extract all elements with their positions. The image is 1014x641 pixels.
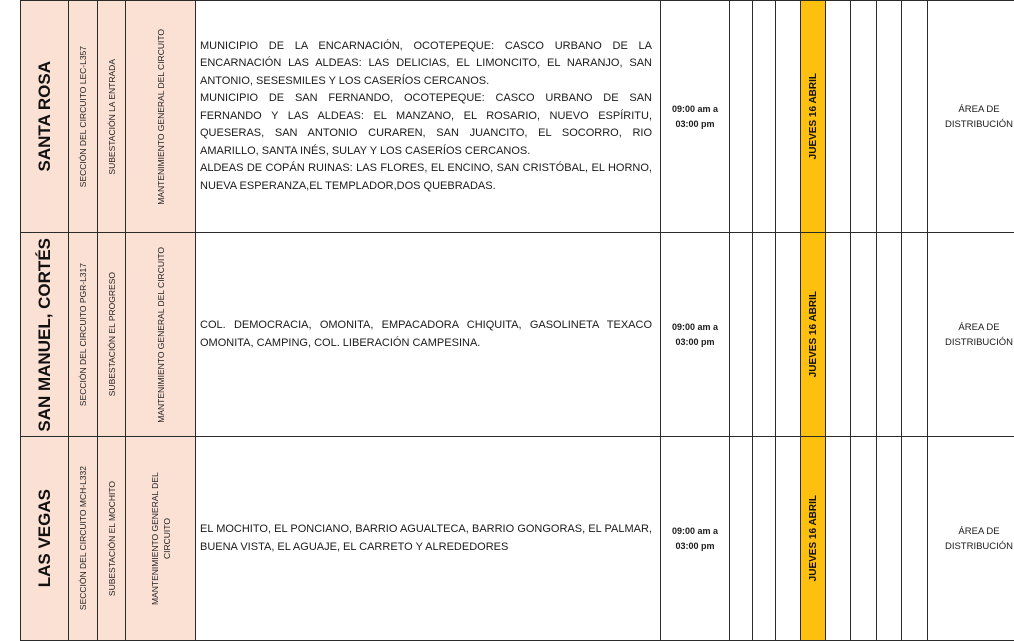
day-cell-empty xyxy=(730,233,753,437)
circuit-section: SECCIÓN DEL CIRCUITO MCH-L332 xyxy=(78,466,88,610)
responsible-area xyxy=(928,102,1014,132)
time-start: 09:00 am a xyxy=(672,526,718,536)
day-cell-empty xyxy=(851,233,877,437)
work-type: MANTENIMIENTO GENERAL DEL CIRCUITO xyxy=(149,454,173,624)
responsible-area xyxy=(928,524,1014,554)
day-cell-empty xyxy=(902,1,928,233)
day-cell-active xyxy=(801,437,826,641)
city-name: LAS VEGAS xyxy=(35,489,55,587)
day-cell-empty xyxy=(826,233,851,437)
time-end: 03:00 pm xyxy=(675,541,714,551)
time-range xyxy=(661,102,729,132)
time-end: 03:00 pm xyxy=(675,119,714,129)
day-cell-empty xyxy=(851,437,877,641)
area-line-2: DISTRIBUCIÓN xyxy=(945,119,1013,130)
day-cell-empty xyxy=(776,1,801,233)
affected-areas-paragraph: EL MOCHITO, EL PONCIANO, BARRIO AGUALTECA, BARRIO GONGORAS, EL PALMAR, BUENA VISTA, EL AGUAJE, EL CARRETO Y ALREDEDORES xyxy=(200,521,652,556)
affected-areas-paragraph: COL. DEMOCRACIA, OMONITA, EMPACADORA CHIQUITA, GASOLINETA TEXACO OMONITA, CAMPING, COL. LIBERACIÓN CAMPESINA. xyxy=(200,317,652,352)
substation-name: SUBESTACIÓN EL MOCHITO xyxy=(107,481,117,596)
outage-day: JUEVES 16 ABRIL xyxy=(808,291,819,377)
time-start: 09:00 am a xyxy=(672,322,718,332)
city-cell xyxy=(21,233,69,437)
outage-day: JUEVES 16 ABRIL xyxy=(808,73,819,159)
circuit-cell xyxy=(69,233,98,437)
affected-areas xyxy=(196,317,660,352)
day-cell-empty xyxy=(851,1,877,233)
time-cell xyxy=(661,1,730,233)
city-name: SAN MANUEL, CORTÉS xyxy=(35,238,55,432)
work-cell xyxy=(126,233,196,437)
day-cell-empty xyxy=(753,437,776,641)
day-cell-empty xyxy=(826,437,851,641)
outage-day: JUEVES 16 ABRIL xyxy=(808,495,819,581)
circuit-cell xyxy=(69,1,98,233)
day-cell-empty xyxy=(753,1,776,233)
table-row xyxy=(21,233,1014,437)
day-cell-empty xyxy=(902,437,928,641)
day-cell-empty xyxy=(730,437,753,641)
area-line-1: ÁREA DE xyxy=(958,322,999,333)
circuit-cell xyxy=(69,437,98,641)
day-cell-empty xyxy=(730,1,753,233)
affected-areas-paragraph: MUNICIPIO DE LA ENCARNACIÓN, OCOTEPEQUE: CASCO URBANO DE LA ENCARNACIÓN LAS ALDEAS: LAS DELICIAS, EL LIMONCITO, EL NARANJO, SAN ANTONIO, SESESMILES Y LOS CASERÍOS CERCANOS. xyxy=(200,38,652,91)
day-cell-active xyxy=(801,233,826,437)
area-cell xyxy=(928,1,1014,233)
time-end: 03:00 pm xyxy=(675,337,714,347)
city-cell xyxy=(21,437,69,641)
substation-cell xyxy=(98,437,126,641)
day-cell-empty xyxy=(776,437,801,641)
affected-areas-paragraph: MUNICIPIO DE SAN FERNANDO, OCOTEPEQUE: CASCO URBANO DE SAN FERNANDO Y LAS ALDEAS: EL MANZANO, EL ROSARIO, NUEVO ESPÍRITU, QUESERAS, SAN ANTONIO CURAREN, SAN JUANCITO, EL SOCORRO, RIO AMARILLO, SANTA INÉS, SULAY Y LOS CASERÍOS CERCANOS. xyxy=(200,90,652,160)
substation-name: SUBESTACIÓN LA ENTRADA xyxy=(107,59,117,175)
circuit-section: SECCIÓN DEL CIRCUITO PGR-L317 xyxy=(78,263,88,406)
description-cell xyxy=(196,437,661,641)
time-cell xyxy=(661,233,730,437)
city-name: SANTA ROSA xyxy=(35,61,55,172)
area-line-2: DISTRIBUCIÓN xyxy=(945,541,1013,552)
day-cell-empty xyxy=(877,437,902,641)
work-type: MANTENIMIENTO GENERAL DEL CIRCUITO xyxy=(156,247,166,423)
affected-areas-paragraph: ALDEAS DE COPÁN RUINAS: LAS FLORES, EL ENCINO, SAN CRISTÓBAL, EL HORNO, NUEVA ESPERANZA,EL TEMPLADOR,DOS QUEBRADAS. xyxy=(200,160,652,195)
substation-cell xyxy=(98,1,126,233)
affected-areas xyxy=(196,521,660,556)
substation-cell xyxy=(98,233,126,437)
work-cell xyxy=(126,1,196,233)
day-cell-empty xyxy=(877,1,902,233)
substation-name: SUBESTACIÓN EL PROGRESO xyxy=(107,272,117,396)
city-cell xyxy=(21,1,69,233)
work-type: MANTENIMIENTO GENERAL DEL CIRCUITO xyxy=(156,29,166,205)
area-cell xyxy=(928,233,1014,437)
table-row xyxy=(21,437,1014,641)
day-cell-active xyxy=(801,1,826,233)
day-cell-empty xyxy=(877,233,902,437)
description-cell xyxy=(196,1,661,233)
affected-areas xyxy=(196,38,660,196)
day-cell-empty xyxy=(902,233,928,437)
area-line-2: DISTRIBUCIÓN xyxy=(945,337,1013,348)
work-cell xyxy=(126,437,196,641)
schedule-table xyxy=(20,0,1014,641)
time-cell xyxy=(661,437,730,641)
area-line-1: ÁREA DE xyxy=(958,526,999,537)
time-range xyxy=(661,524,729,554)
day-cell-empty xyxy=(826,1,851,233)
responsible-area xyxy=(928,320,1014,350)
day-cell-empty xyxy=(776,233,801,437)
description-cell xyxy=(196,233,661,437)
time-start: 09:00 am a xyxy=(672,104,718,114)
time-range xyxy=(661,320,729,350)
area-line-1: ÁREA DE xyxy=(958,104,999,115)
day-cell-empty xyxy=(753,233,776,437)
table-row xyxy=(21,1,1014,233)
area-cell xyxy=(928,437,1014,641)
circuit-section: SECCIÓN DEL CIRCUITO LEC-L357 xyxy=(78,46,88,187)
